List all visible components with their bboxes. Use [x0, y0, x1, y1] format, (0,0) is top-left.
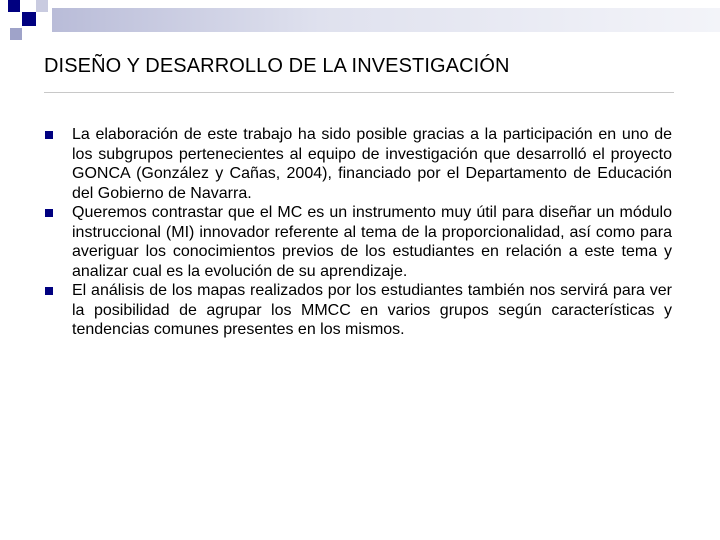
bullet-list: [44, 125, 672, 340]
decor-square: [22, 12, 36, 26]
square-bullet-icon: [45, 131, 53, 139]
decor-band: [52, 8, 720, 32]
decor-square: [36, 0, 48, 12]
bullet-item: [44, 281, 672, 340]
bullet-text: El análisis de los mapas realizados por los estudiantes también nos servirá para ver la posibilidad de agrupar los MMCC en varios grupos según características y tendencias comunes presentes en los mismos.: [72, 282, 672, 338]
bullet-text: Queremos contrastar que el MC es un instrumento muy útil para diseñar un módulo instruccional (MI) innovador referente al tema de la proporcionalidad, así como para averiguar los conocimientos previos de los estudiantes en relación a este tema y analizar cual es la evolución de su aprendizaje.: [72, 204, 672, 280]
bullet-item: [44, 203, 672, 281]
header-decoration: [0, 0, 720, 50]
title-divider: [44, 92, 674, 93]
bullet-text: La elaboración de este trabajo ha sido posible gracias a la participación en uno de los subgrupos pertenecientes al equipo de investigación que desarrolló el proyecto GONCA (González y Cañas, 2004), financiado por el Departamento de Educación del Gobierno de Navarra.: [72, 126, 672, 202]
decor-square: [10, 28, 22, 40]
square-bullet-icon: [45, 287, 53, 295]
decor-square: [8, 0, 20, 12]
slide-title: DISEÑO Y DESARROLLO DE LA INVESTIGACIÓN: [44, 55, 510, 77]
bullet-item: [44, 125, 672, 203]
square-bullet-icon: [45, 209, 53, 217]
